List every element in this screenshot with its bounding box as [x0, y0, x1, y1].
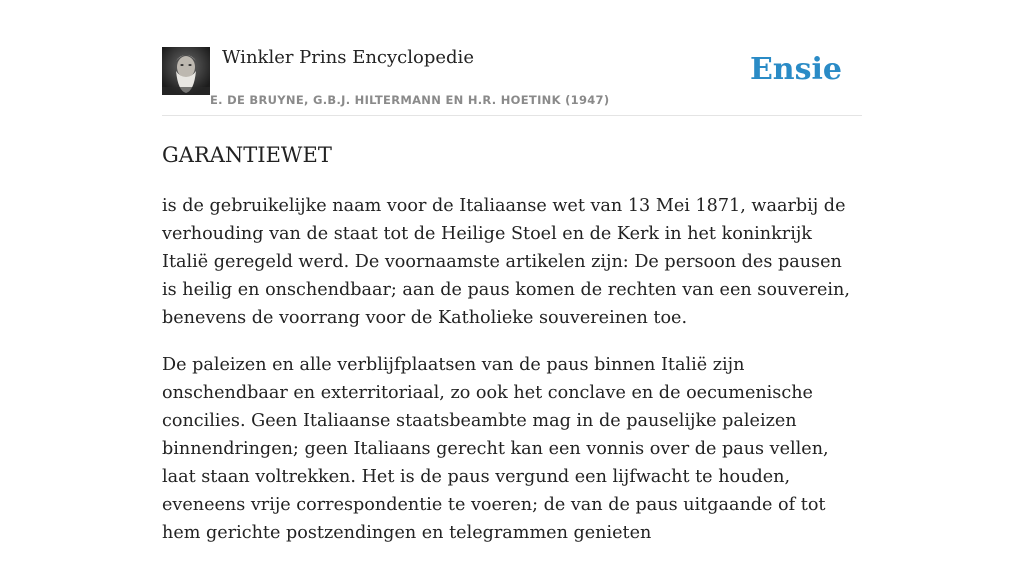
publication-title[interactable]: Winkler Prins Encyclopedie	[222, 47, 474, 68]
article-authors: E. DE BRUYNE, G.B.J. HILTERMANN EN H.R. HOETINK (1947)	[210, 93, 610, 107]
article-paragraph: De paleizen en alle verblijfplaatsen van de paus binnen Italië zijn onschendbaar en exterritoriaal, zo ook het conclave en de oecumenische concilies. Geen Italiaanse staatsbeambte mag in de pauselijke paleizen binnendringen; geen Italiaans gerecht kan een vonnis over de paus vellen, laat staan voltrekken. Het is de paus vergund een lijfwacht te houden, eveneens vrije correspondentie te voeren; de van de paus uitgaande of tot hem gerichte postzendingen en telegrammen genieten	[162, 355, 829, 543]
article-body	[162, 192, 862, 566]
ensie-logo[interactable]: Ensie	[749, 52, 842, 87]
article-title: GARANTIEWET	[162, 143, 332, 167]
header-divider	[162, 115, 862, 116]
article-paragraph: is de gebruikelijke naam voor de Italiaanse wet van 13 Mei 1871, waarbij de verhouding van de staat tot de Heilige Stoel en de Kerk in het koninkrijk Italië geregeld werd. De voornaamste artikelen zijn: De persoon des pausen is heilig en onschendbaar; aan de paus komen de rechten van een souverein, benevens de voorrang voor de Katholieke souvereinen toe.	[162, 196, 850, 328]
author-avatar	[162, 47, 210, 95]
author-portrait-icon	[162, 47, 210, 95]
